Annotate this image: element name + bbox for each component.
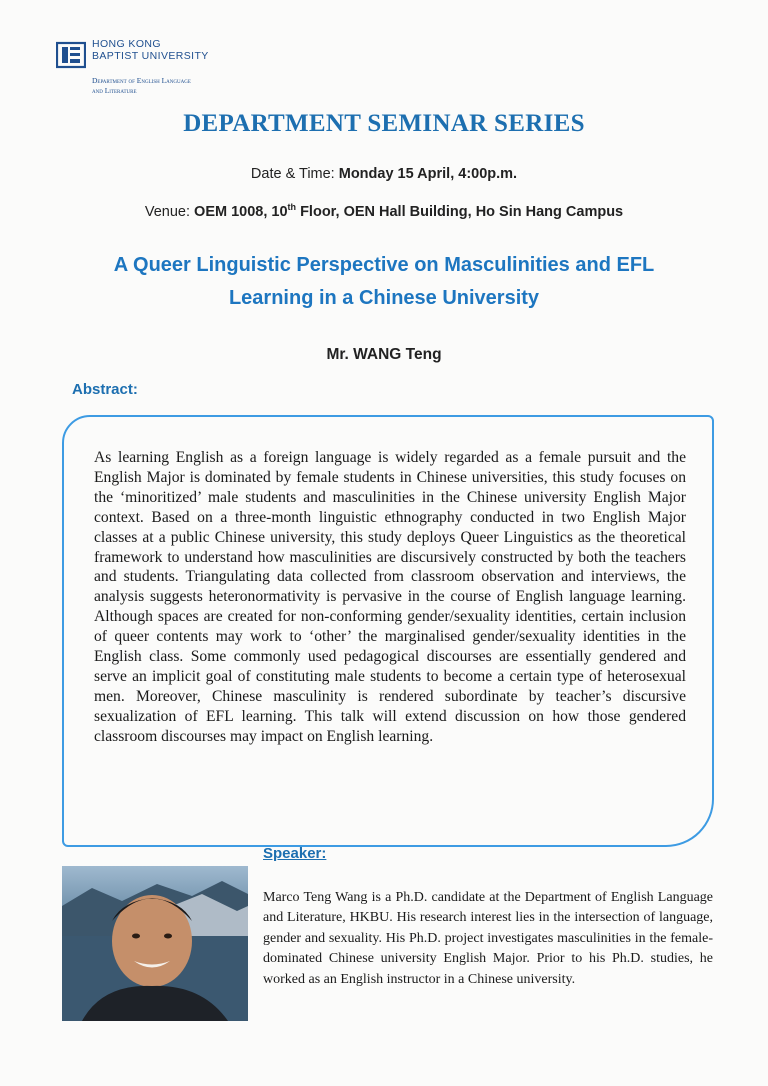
series-title: DEPARTMENT SEMINAR SERIES — [183, 110, 585, 137]
datetime-label: Date & Time: — [250, 166, 339, 182]
abstract-text: As learning English as a foreign language is widely regarded as a female pursuit and the English Major is dominated by female students in Chinese universities, this study focuses on the ‘minoritized’ male students and masculinities in the Chinese university English Major context. Based on a three-month linguistic ethnography conducted in two English Major classes at a public Chinese university, this study deploys Queer Linguistics as the theoretical framework to understand how masculinities are discursively constructed by both the teachers and students. Triangulating data collected from classroom observation and interviews, the analysis suggests heteronormativity is pervasive in the course of English language learning. Although spaces are created for non-conforming gender/sexuality identities, certain inclusion of queer contents may work to ‘other’ the marginalised gender/sexuality identities in the English class. Some commonly used pedagogical discourses are essentially gendered and serve an implicit goal of constituting male students to become a certain type of heterosexual men. Moreover, Chinese masculinity is rendered subordinate by teacher’s discursive sexualization of EFL learning. This talk will extend discussion on how those gendered classroom discourses may impact on English learning. — [94, 449, 686, 745]
speaker-name: Mr. WANG Teng — [326, 346, 442, 363]
university-logo — [56, 38, 256, 98]
university-crest-icon — [56, 40, 86, 70]
abstract-label: Abstract: — [72, 381, 138, 398]
venue-rest: Floor, OEN Hall Building, Ho Sin Hang Campus — [296, 203, 624, 220]
venue-superscript: th — [287, 202, 297, 212]
university-name — [92, 38, 209, 62]
university-name-line2: BAPTIST UNIVERSITY — [92, 50, 209, 62]
speaker-photo — [62, 866, 248, 1021]
venue-room: OEM 1008, 10 — [194, 203, 288, 220]
talk-title: A Queer Linguistic Perspective on Masculinities and EFL Learning in a Chinese University — [113, 254, 655, 309]
speaker-label: Speaker: — [263, 845, 327, 862]
university-name-line1: HONG KONG — [92, 38, 161, 50]
venue-line — [0, 202, 768, 220]
venue-label: Venue: — [144, 203, 195, 220]
department-name — [92, 76, 191, 96]
datetime-line — [0, 166, 768, 182]
department-name-line2: and Literature — [92, 86, 137, 95]
department-name-line1: Department of English Language — [92, 76, 191, 85]
datetime-value: Monday 15 April, 4:00p.m. — [338, 166, 518, 182]
speaker-bio: Marco Teng Wang is a Ph.D. candidate at the Department of English Language and Literature, HKBU. His research interest lies in the intersection of language, gender and sexuality. His Ph.D. project investigates masculinities in the female-dominated Chinese university English Major. Prior to his Ph.D. studies, he worked as an English instructor in a Chinese university. — [263, 890, 713, 987]
